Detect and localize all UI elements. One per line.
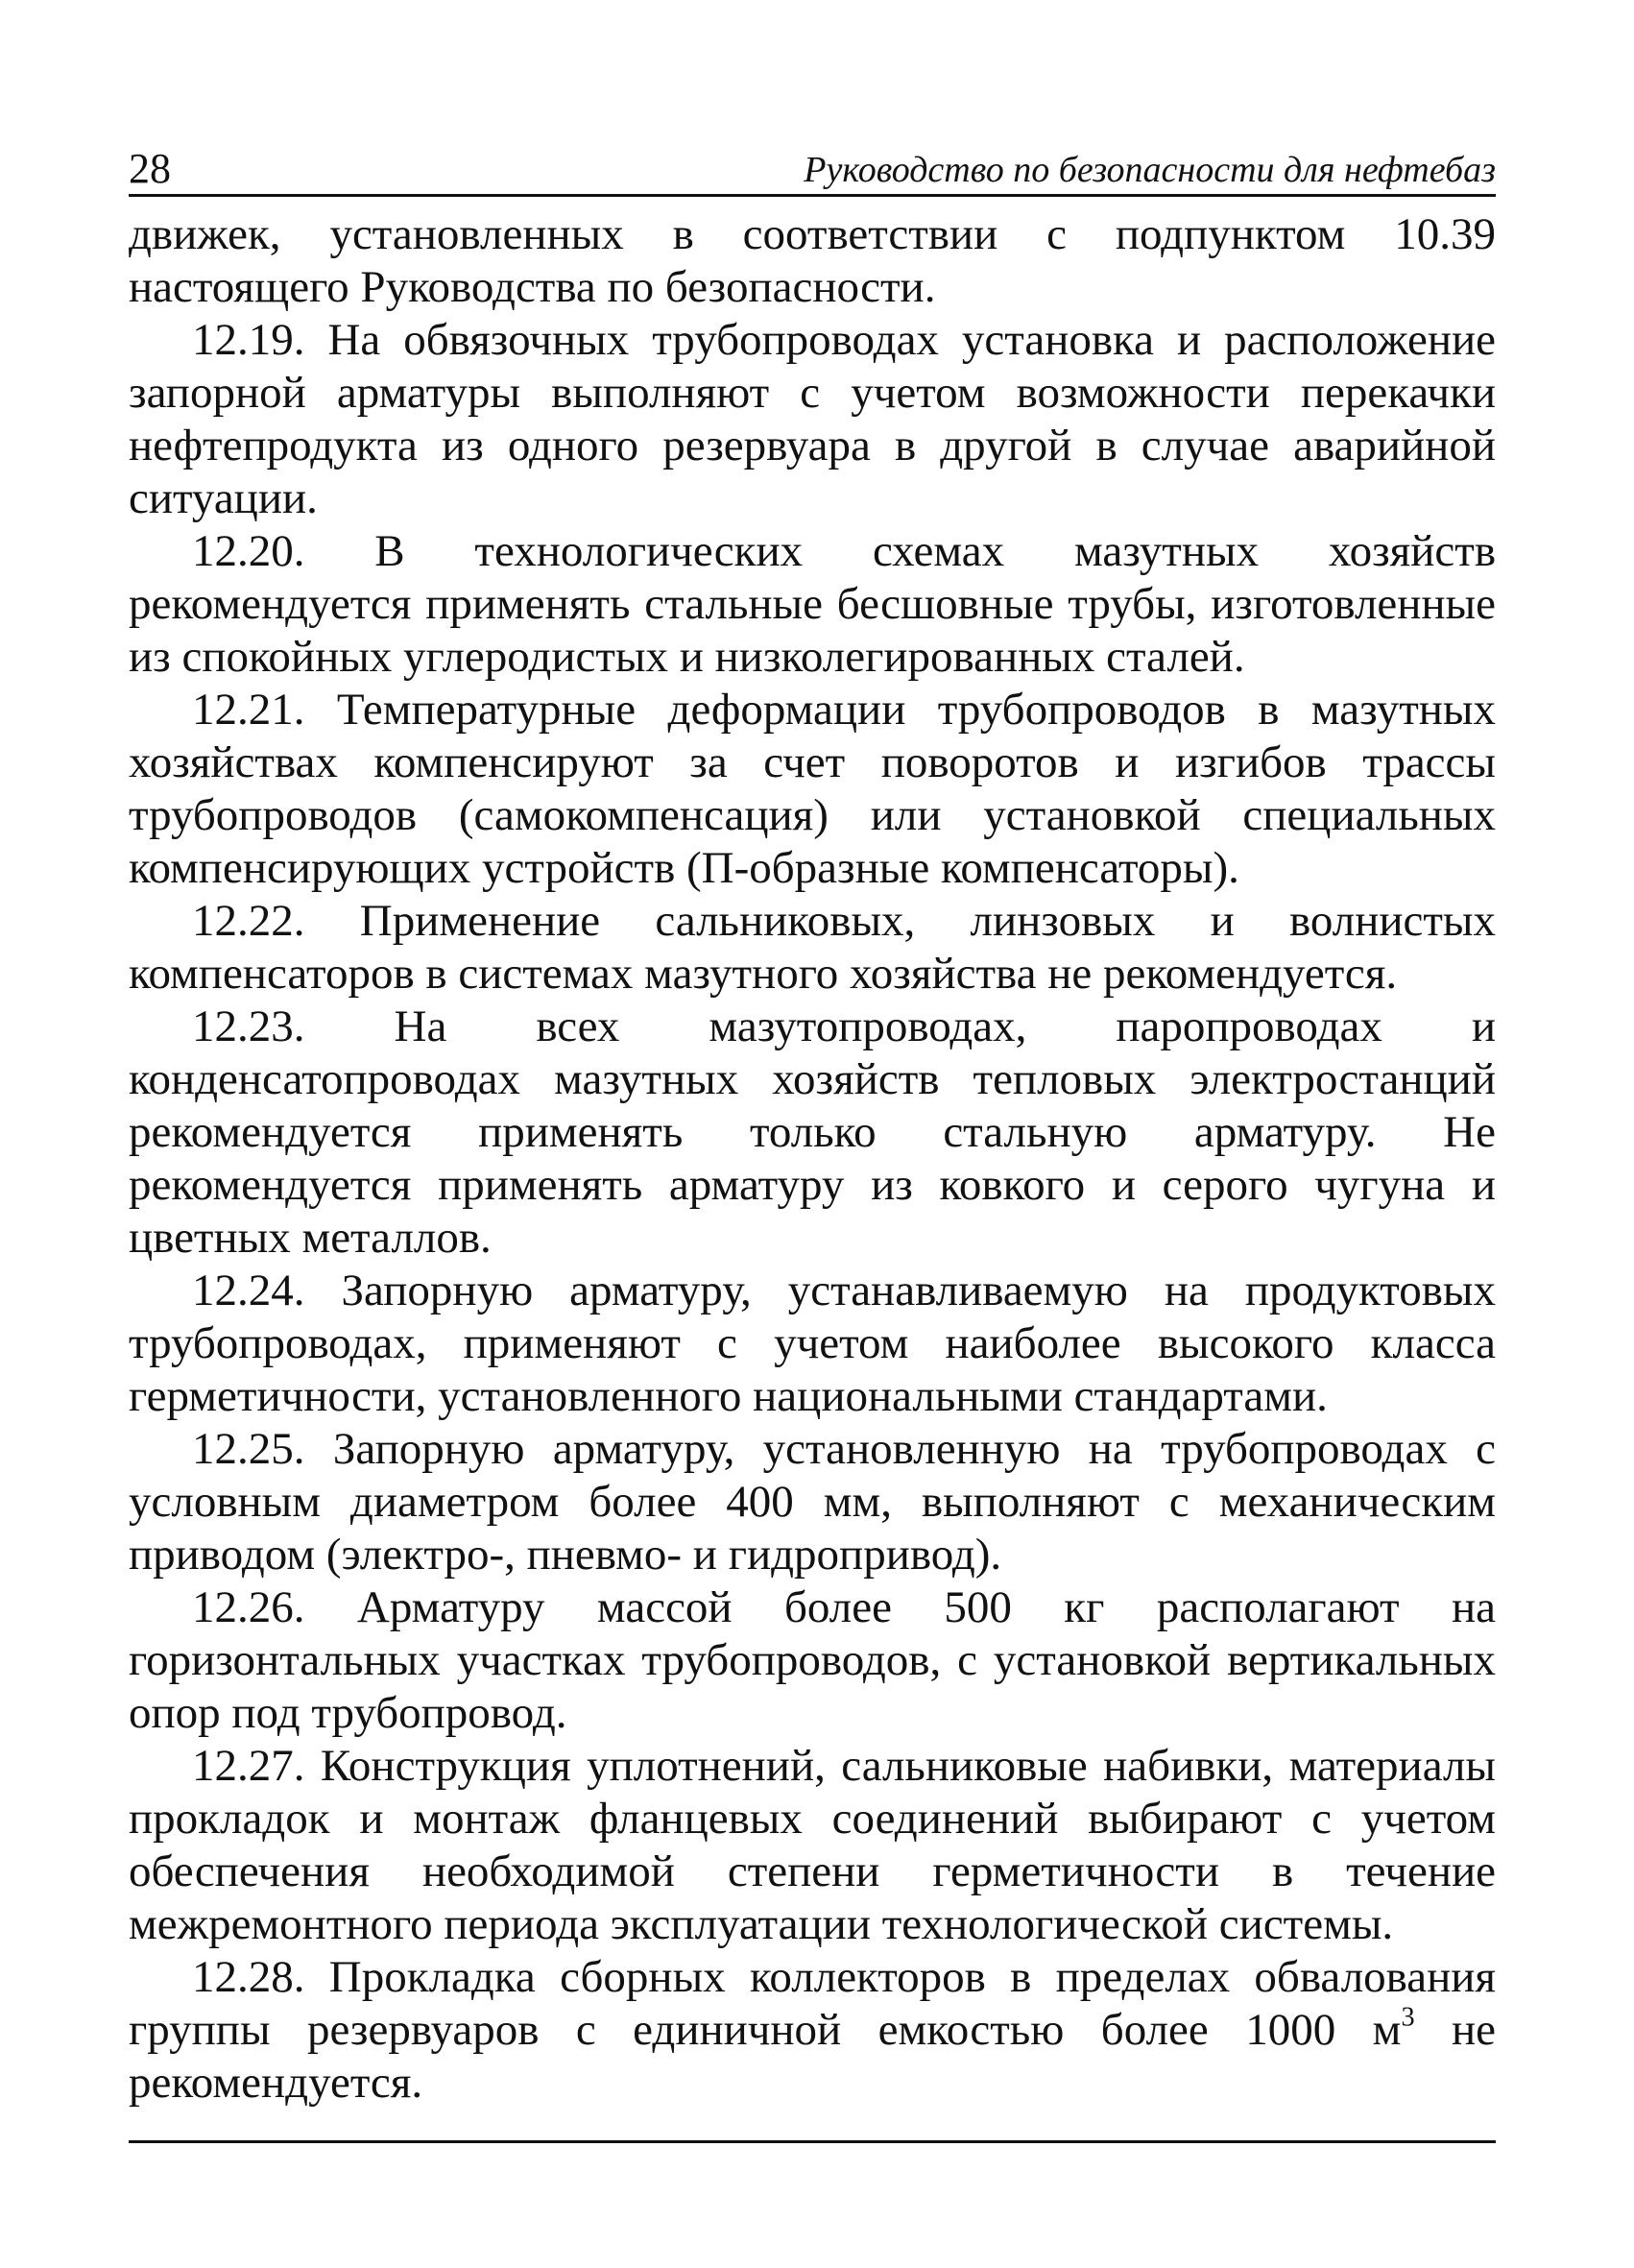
continuation-paragraph: движек, установленных в соответствии с подпунктом 10.39 настоящего Руководства по безопасности. (129, 209, 1496, 312)
paragraph-text: На всех мазутопроводах, паропроводах и конденсатопроводах мазутных хозяйств тепловых электростанций рекомендуется применять только стальную арматуру. Не рекомендуется применять арматуру из ковкого и серого чугуна и цветных металлов. (129, 1001, 1497, 1263)
paragraph-number: 12.21. (192, 685, 305, 735)
body-text (129, 208, 1496, 2110)
bottom-rule (129, 2140, 1496, 2143)
paragraph-text-end: не рекомендуется. (129, 2005, 1497, 2108)
paragraph-number: 12.27. (192, 1741, 305, 1791)
paragraph-text: Арматуру массой более 500 кг располагают на горизонтальных участках трубопроводов, с установкой вертикальных опор под трубопровод. (129, 1582, 1496, 1738)
paragraph-12-20 (129, 525, 1496, 684)
paragraph-text: На обвязочных трубопроводах установка и расположение запорной арматуры выполняют с учетом возможности перекачки нефтепродукта из одного резервуара в другой в случае аварийной ситуации. (129, 315, 1497, 523)
paragraph-number: 12.28. (192, 1952, 305, 2002)
paragraph-text: Прокладка сборных коллекторов в пределах обвалования группы резервуаров с единичной емкостью более 1000 м (129, 1952, 1497, 2055)
document-page (129, 134, 1496, 2143)
paragraph-text: В технологических схемах мазутных хозяйств рекомендуется применять стальные бесшовные трубы, изготовленные из спокойных углеродистых и низколегированных сталей. (129, 526, 1497, 682)
paragraph-12-21 (129, 684, 1496, 895)
paragraph-text: Температурные деформации трубопроводов в мазутных хозяйствах компенсируют за счет поворотов и изгибов трассы трубопроводов (самокомпенсация) или установкой специальных компенсирующих устройств (П-образные компенсаторы). (129, 685, 1497, 893)
paragraph-number: 12.25. (192, 1424, 305, 1474)
paragraph-text: Применение сальниковых, линзовых и волнистых компенсаторов в системах мазутного хозяйства не рекомендуется. (129, 896, 1496, 999)
paragraph-number: 12.20. (192, 526, 305, 576)
paragraph-number: 12.26. (192, 1582, 305, 1632)
paragraph-number: 12.19. (192, 315, 305, 365)
paragraph-12-22 (129, 895, 1496, 1001)
paragraph-text: Запорную арматуру, установленную на трубопроводах с условным диаметром более 400 мм, выполняют с механическим приводом (электро-, пневмо- и гидропривод). (129, 1424, 1496, 1580)
running-header (129, 134, 1496, 197)
paragraph-number: 12.22. (192, 896, 305, 946)
paragraph-12-19 (129, 314, 1496, 525)
paragraph-12-26 (129, 1581, 1496, 1740)
paragraph-number: 12.24. (192, 1266, 305, 1315)
book-title: Руководство по безопасности для нефтебаз (804, 150, 1496, 190)
paragraph-12-24 (129, 1265, 1496, 1423)
paragraph-text: Конструкция уплотнений, сальниковые набивки, материалы прокладок и монтаж фланцевых соединений выбирают с учетом обеспечения необходимой степени герметичности в течение межремонтного периода эксплуатации технологической системы. (129, 1741, 1497, 1949)
paragraph-12-28 (129, 1951, 1496, 2110)
paragraph-text: Запорную арматуру, устанавливаемую на продуктовых трубопроводах, применяют с учетом наиболее высокого класса герметичности, установленного национальными стандартами. (129, 1266, 1496, 1421)
paragraph-12-23 (129, 1001, 1496, 1265)
paragraph-12-25 (129, 1423, 1496, 1581)
paragraph-number: 12.23. (192, 1001, 305, 1051)
paragraph-12-27 (129, 1740, 1496, 1951)
page-number: 28 (129, 145, 171, 192)
superscript-cubic: 3 (1401, 2002, 1415, 2033)
